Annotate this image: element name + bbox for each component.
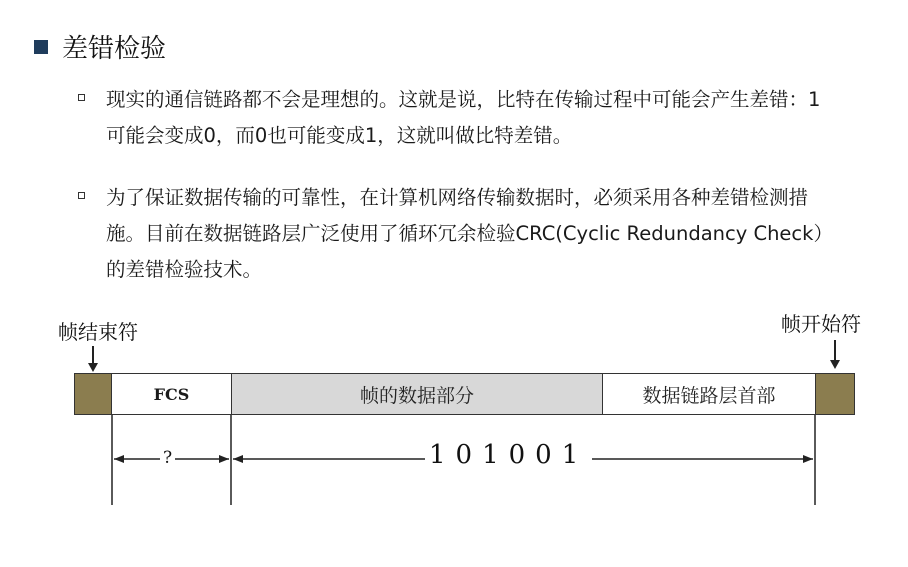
bullet-text: 为了保证数据传输的可靠性，在计算机网络传输数据时，必须采用各种差错检测措施。目前在数据链路层广泛使用了循环冗余检验CRC(Cyclic Redundancy Check）的差错检验技术。 bbox=[106, 186, 833, 281]
page-title: 差错检验 bbox=[62, 34, 167, 64]
data-bits-label: 101001 bbox=[425, 440, 592, 470]
bullet-text: 现实的通信链路都不会是理想的。这就是说，比特在传输过程中可能会产生差错：1可能会变成0，而0也可能变成1，这就叫做比特差错。 bbox=[106, 88, 821, 147]
frame-start-label: 帧开始符 bbox=[781, 312, 861, 336]
frame-start-flag bbox=[815, 373, 855, 415]
fcs-unknown-label: ? bbox=[160, 448, 175, 468]
frame-end-label: 帧结束符 bbox=[58, 320, 138, 344]
fcs-cell: FCS bbox=[112, 373, 231, 415]
frame-header-cell: 数据链路层首部 bbox=[603, 373, 815, 415]
frame-data-cell: 帧的数据部分 bbox=[231, 373, 603, 415]
frame-end-flag bbox=[74, 373, 112, 415]
